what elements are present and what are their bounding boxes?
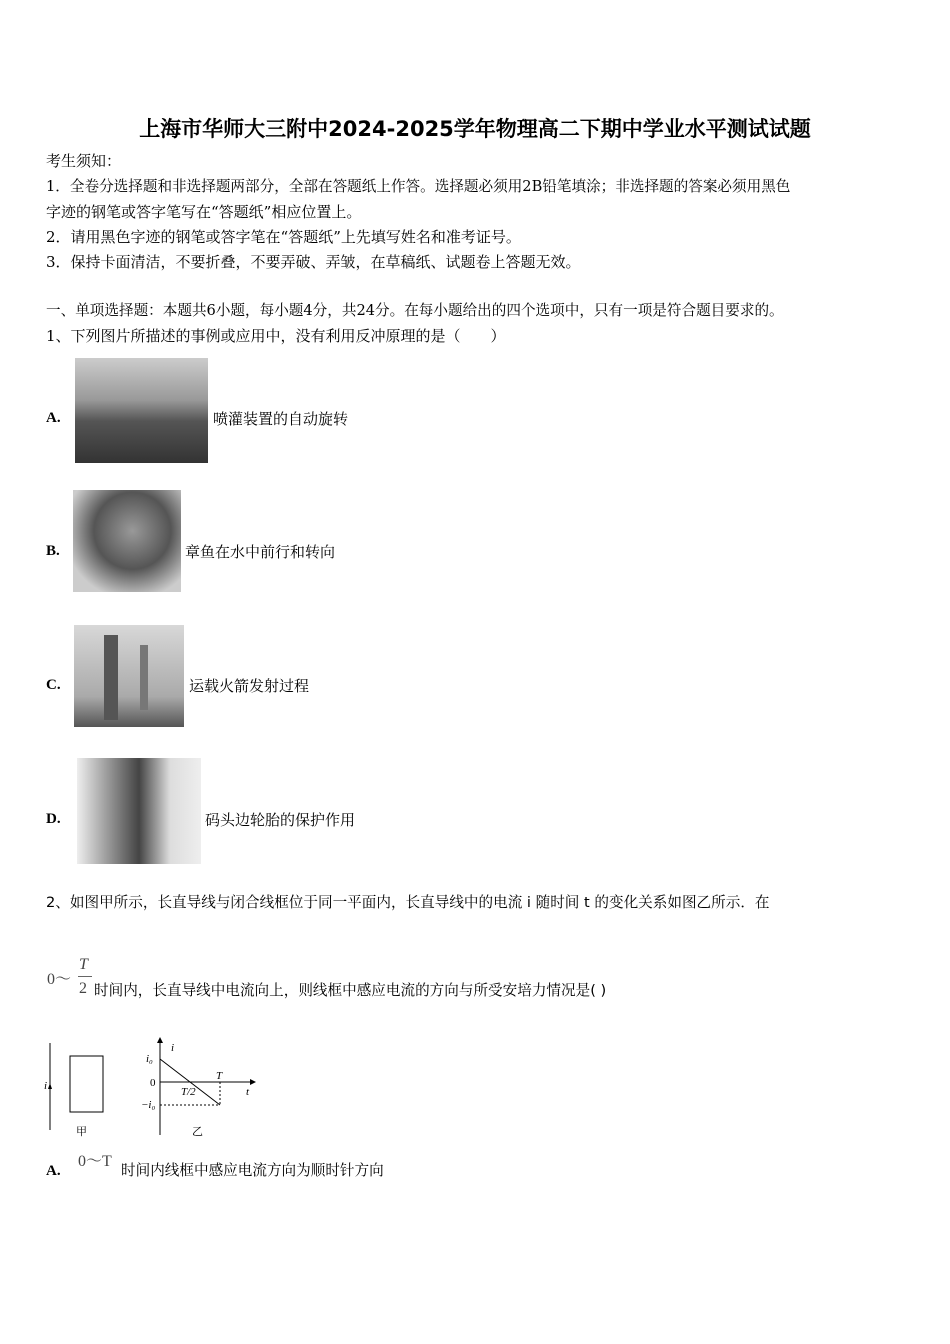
i-axis-arrow-icon [157,1037,163,1043]
math-range: 0～T [78,1153,112,1170]
sprinkler-image [75,358,208,463]
tick-half-T: T/2 [181,1086,196,1098]
question-stem-cont: 时间内，长直导线中电流向上，则线框中感应电流的方向与所受安培力情况是( ) [94,982,607,999]
notice-line: 2．请用黑色字迹的钢笔或答字笔在“答题纸”上先填写姓名和准考证号。 [46,228,521,246]
tick-neg-i0: −i₀ [141,1099,156,1111]
tick-i0: i₀ [146,1053,153,1065]
octopus-image [73,490,181,592]
notice-line: 1．全卷分选择题和非选择题两部分，全部在答题纸上作答。选择题必须用2B铅笔填涂；非选择题的答案必须用黑色 [46,178,791,195]
math-range: 0～ [47,971,72,988]
option-text: 喷灌装置的自动旋转 [213,410,349,428]
question-stem: 2、如图甲所示，长直导线与闭合线框位于同一平面内，长直导线中的电流 i 随时间 t 的变化关系如图乙所示．在 [46,894,770,911]
fig2-caption: 乙 [192,1126,203,1138]
page-title: 上海市华师大三附中2024-2025学年物理高二下期中学业水平测试试题 [139,117,811,141]
rocket-image [74,625,184,727]
tick-zero: 0 [150,1077,156,1089]
tick-T: T [216,1070,223,1082]
x-axis-label: t [246,1086,250,1098]
wire-label: i [44,1080,48,1092]
option-text: 运载火箭发射过程 [189,677,310,695]
dock-tire-image [77,758,201,864]
math-denominator: 2 [79,980,87,997]
fig1-caption: 甲 [76,1126,87,1138]
y-axis-label: i [171,1042,175,1054]
notice-heading: 考生须知： [46,152,122,170]
option-text: 时间内线框中感应电流方向为顺时针方向 [121,1162,384,1179]
question-stem: 1、下列图片所描述的事例或应用中，没有利用反冲原理的是（ ） [46,327,506,345]
option-label: C. [46,677,61,693]
option-label: D. [46,811,61,827]
fraction-bar [78,976,92,977]
math-numerator: T [79,956,88,973]
option-label: B. [46,543,60,559]
option-label: A. [46,410,61,426]
option-text: 码头边轮胎的保护作用 [205,811,356,829]
option-text: 章鱼在水中前行和转向 [185,543,336,561]
loop-frame [70,1056,103,1112]
section-heading: 一、单项选择题：本题共6小题，每小题4分，共24分。在每小题给出的四个选项中，只有一项是符合题目要求的。 [46,302,784,319]
q2-figure [40,1035,260,1145]
notice-line: 字迹的钢笔或答字笔写在“答题纸”相应位置上。 [46,203,362,221]
notice-line: 3．保持卡面清洁，不要折叠，不要弄破、弄皱，在草稿纸、试题卷上答题无效。 [46,253,581,271]
t-axis-arrow-icon [250,1079,256,1085]
current-arrow-icon [48,1083,52,1089]
option-label: A. [46,1163,61,1179]
